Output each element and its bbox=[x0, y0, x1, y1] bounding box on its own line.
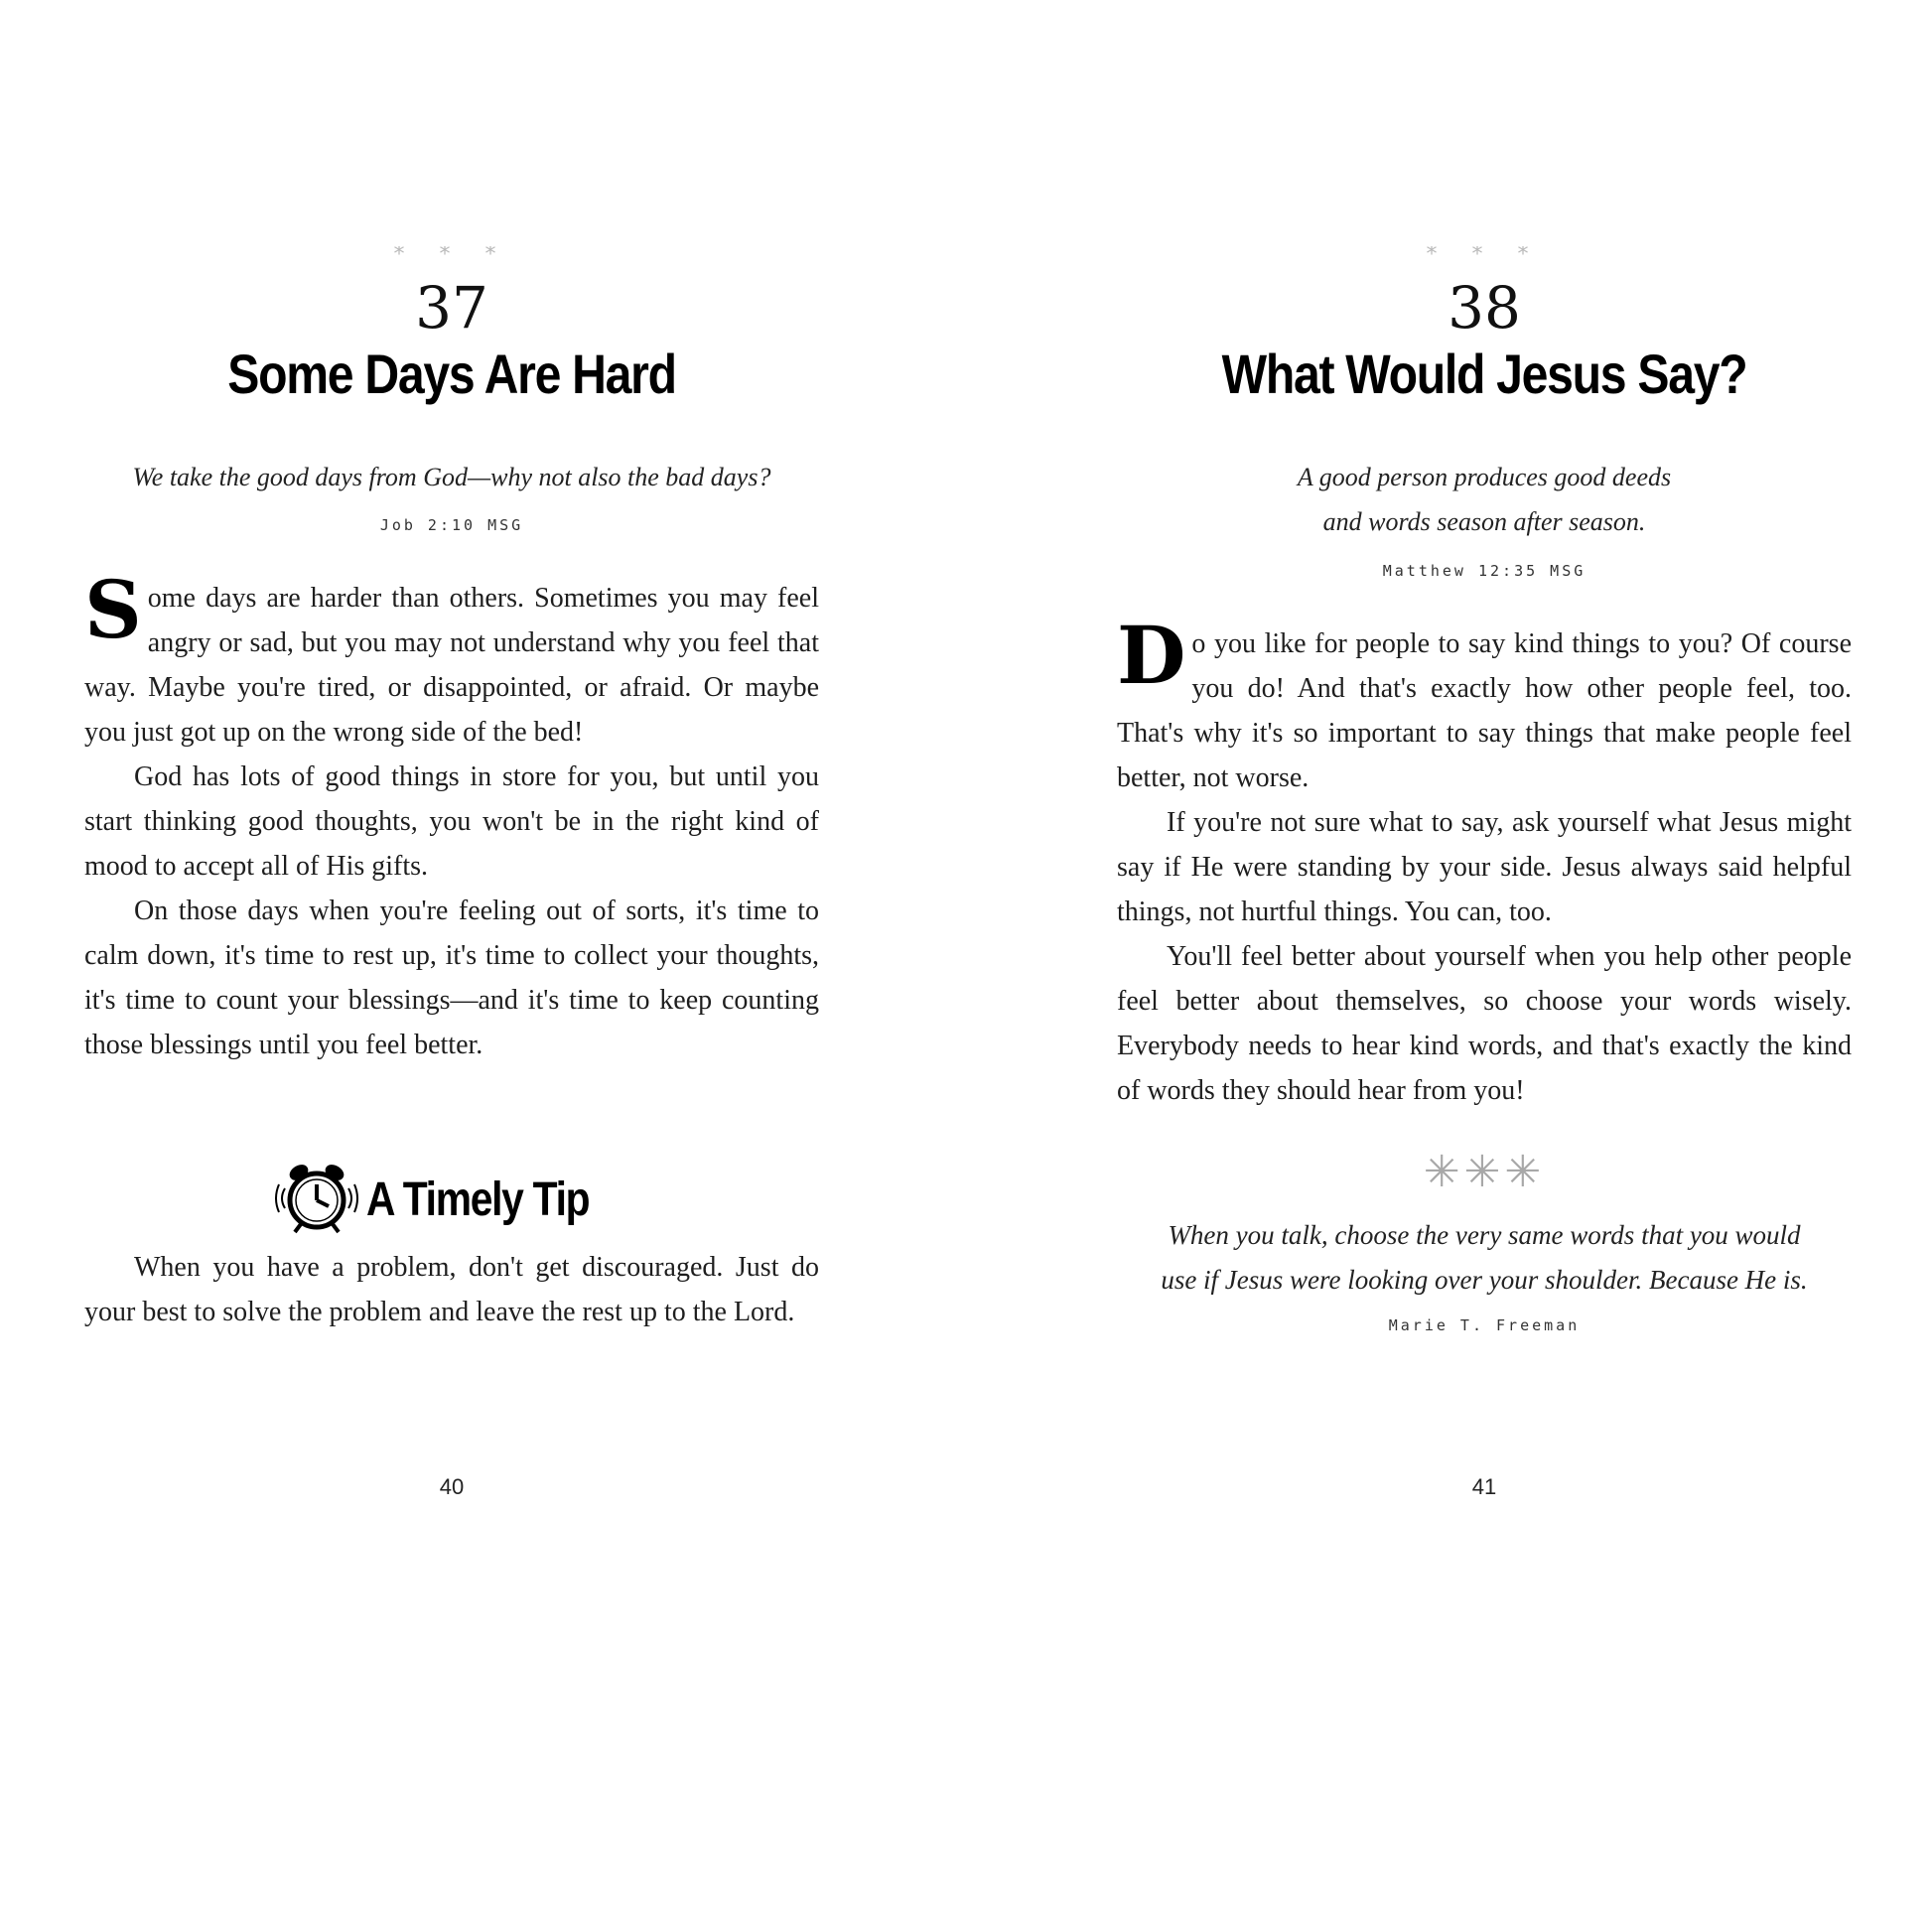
left-page bbox=[84, 0, 819, 1932]
page-number: 41 bbox=[1471, 1474, 1497, 1499]
quote-line: use if Jesus were looking over your shoulder. Because He is. bbox=[1161, 1265, 1808, 1295]
paragraph: On those days when you're feeling out of sorts, it's time to calm down, it's time to rest up, it's time to collect your thoughts, it's time to count your blessings—and it's time to keep counting those blessings until you feel better. bbox=[84, 896, 819, 1060]
paragraph bbox=[84, 563, 819, 755]
ornament-divider: * * * bbox=[1426, 246, 1543, 260]
asterisk-divider: ✳✳✳ bbox=[1423, 1147, 1546, 1197]
paragraph-text: o you like for people to say kind things to you? Of course you do! And that's exactly how other people feel, too. That's why it's so important to say things that make people feel better, not worse. bbox=[1117, 628, 1852, 793]
paragraph bbox=[1117, 609, 1852, 800]
paragraph-text: ome days are harder than others. Sometimes you may feel angry or sad, but you may not understand why you feel that way. Maybe you're tired, or disappointed, or afraid. Or maybe you just got up on the wrong side of the bed! bbox=[84, 583, 819, 748]
epigraph: We take the good days from God—why not also the bad days? bbox=[132, 463, 771, 491]
drop-cap: D bbox=[1117, 609, 1186, 702]
alarm-clock-icon bbox=[275, 1159, 358, 1240]
quote bbox=[1117, 1213, 1852, 1303]
paragraph: God has lots of good things in store for you, but until you start thinking good thoughts, you won't be in the right kind of mood to accept all of His gifts. bbox=[84, 761, 819, 882]
chapter-number: 38 bbox=[1448, 274, 1521, 342]
tip-text-block bbox=[84, 1245, 819, 1334]
tip-heading bbox=[84, 1160, 819, 1239]
quote-author: Marie T. Freeman bbox=[1388, 1316, 1581, 1334]
chapter-title: Some Days Are Hard bbox=[227, 343, 676, 405]
page-number: 40 bbox=[439, 1474, 465, 1499]
chapter-number: 37 bbox=[415, 274, 488, 342]
epigraph-line: A good person produces good deeds bbox=[1297, 463, 1672, 491]
drop-cap: S bbox=[84, 563, 142, 656]
tip-text: When you have a problem, don't get discouraged. Just do your best to solve the problem and leave the rest up to the Lord. bbox=[84, 1252, 819, 1327]
epigraph-line: and words season after season. bbox=[1322, 507, 1646, 536]
paragraph: If you're not sure what to say, ask yourself what Jesus might say if He were standing by your side. Jesus always said helpful things, not hurtful things. You can, too. bbox=[1117, 807, 1852, 927]
body-text bbox=[84, 563, 819, 1067]
chapter-title: What Would Jesus Say? bbox=[1221, 343, 1747, 405]
epigraph-citation: Matthew 12:35 MSG bbox=[1382, 562, 1587, 580]
ornament-divider: * * * bbox=[393, 246, 510, 260]
paragraph: You'll feel better about yourself when you help other people feel better about themselves, so choose your words wisely. Everybody needs to hear kind words, and that's exactly the kind of words they should hear from you! bbox=[1117, 941, 1852, 1106]
epigraph-citation: Job 2:10 MSG bbox=[379, 516, 524, 534]
tip-title: A Timely Tip bbox=[366, 1173, 590, 1226]
quote-line: When you talk, choose the very same words that you would bbox=[1168, 1220, 1801, 1250]
body-text bbox=[1117, 609, 1852, 1113]
right-page bbox=[1117, 0, 1852, 1932]
